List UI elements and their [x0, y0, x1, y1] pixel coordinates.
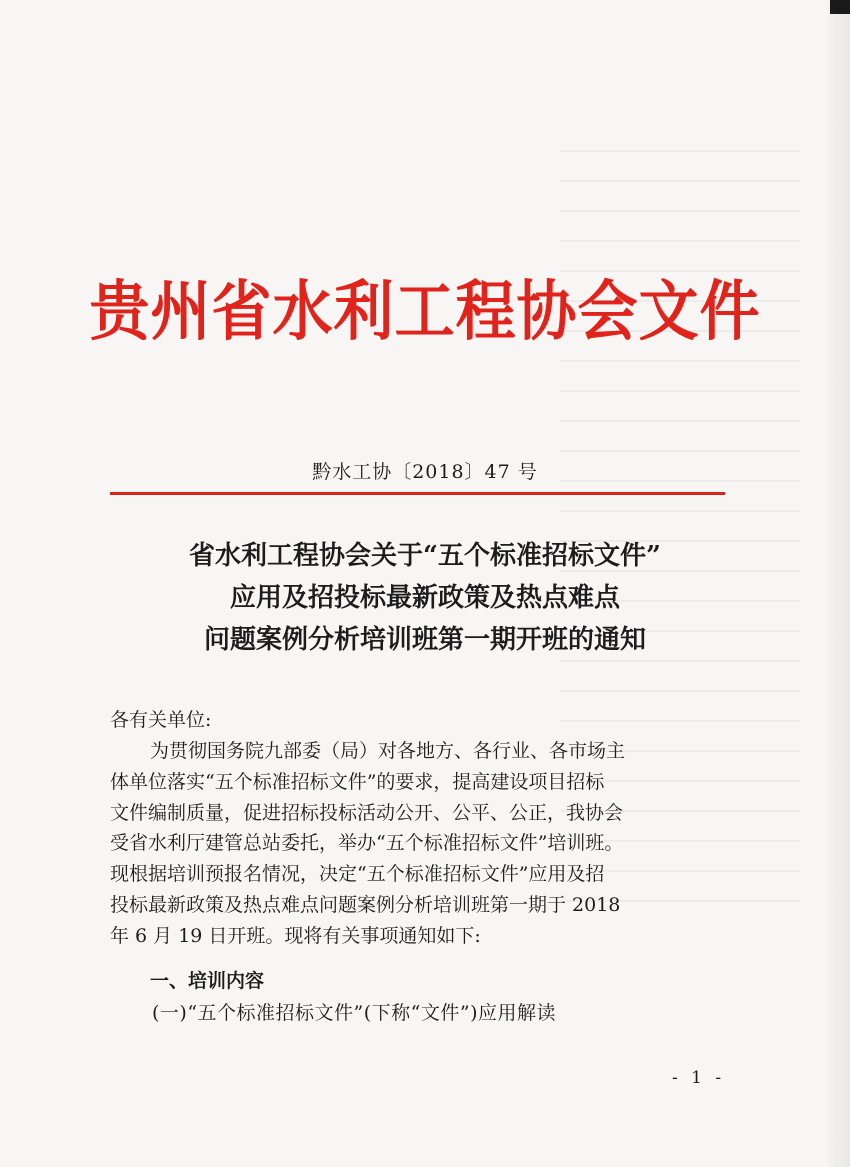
notice-title-line: 省水利工程协会关于“五个标准招标文件”: [189, 541, 661, 571]
notice-title-line: 应用及招投标最新政策及热点难点: [229, 583, 620, 613]
body-line: 投标最新政策及热点难点问题案例分析培训班第一期于 2018: [110, 893, 621, 916]
subsection-heading: (一)“五个标准招标文件”(下称“文件”)应用解读: [152, 1002, 557, 1024]
page-number: - 1 -: [672, 1068, 726, 1088]
red-separator-line: [110, 492, 725, 495]
salutation: 各有关单位:: [110, 709, 212, 731]
scan-corner-mark: [830, 0, 850, 14]
body-line: 年 6 月 19 日开班。现将有关事项通知如下:: [110, 924, 481, 947]
body-line: 文件编制质量，促进招标投标活动公开、公平、公正，我协会: [110, 801, 624, 824]
body-line: 为贯彻国务院九部委（局）对各地方、各行业、各市场主: [150, 740, 626, 762]
body-line: 现根据培训预报名情况，决定“五个标准招标文件”应用及招: [110, 863, 605, 886]
body-line: 体单位落实“五个标准招标文件”的要求，提高建设项目招标: [110, 770, 605, 793]
body-line: 受省水利厅建管总站委托，举办“五个标准招标文件”培训班。: [110, 832, 624, 855]
section-heading: 一、培训内容: [150, 970, 265, 992]
notice-title: [0, 535, 850, 661]
body-paragraph: [110, 736, 722, 952]
document-number: 黔水工协〔2018〕47 号: [312, 461, 538, 483]
red-headline: 贵州省水利工程协会文件: [89, 274, 761, 350]
notice-title-line: 问题案例分析培训班第一期开班的通知: [203, 625, 646, 655]
